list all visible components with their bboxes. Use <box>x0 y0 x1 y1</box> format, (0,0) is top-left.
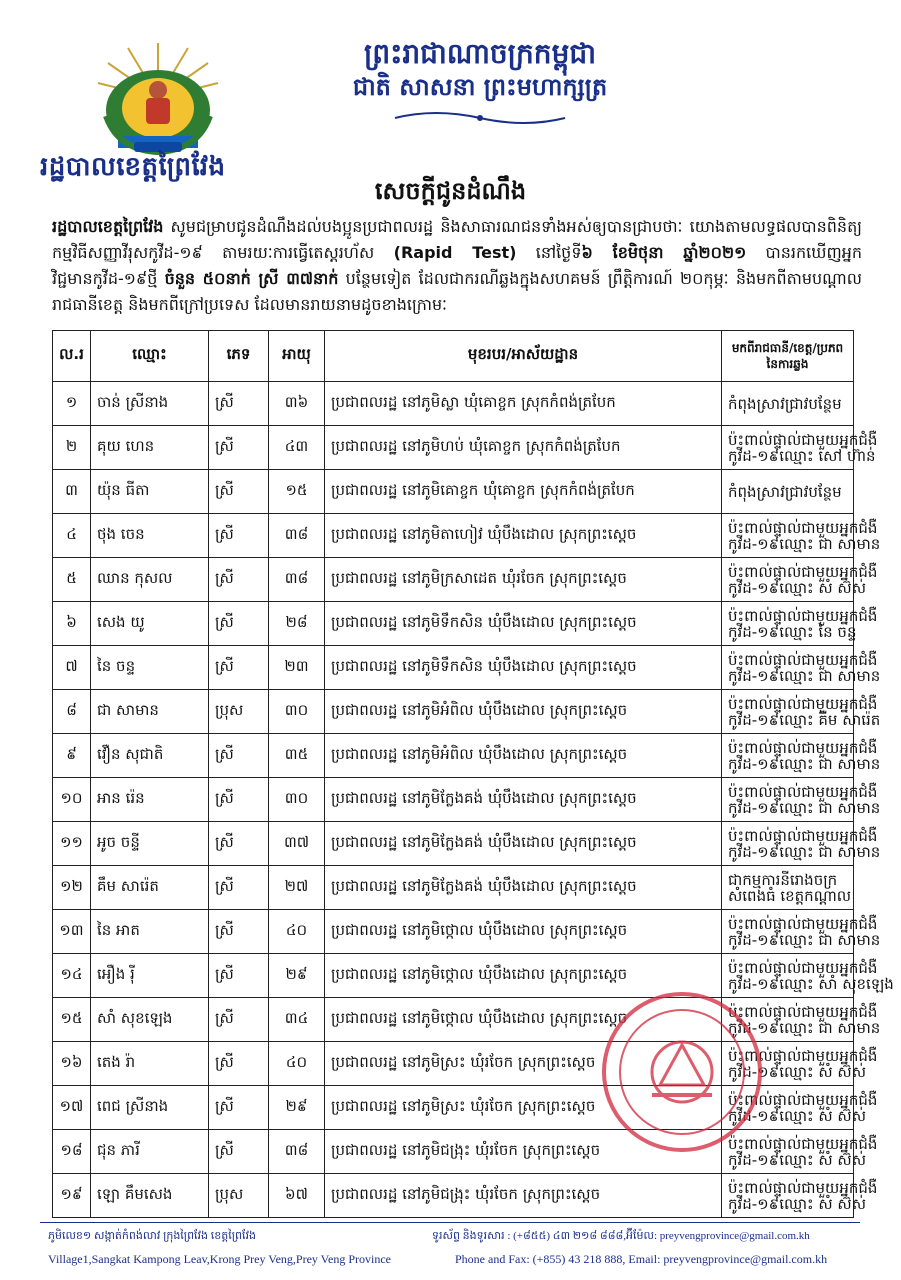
infection-source-line2: កូវីដ-១៩ឈ្មោះ ជា សាមាន <box>728 666 881 685</box>
patient-sex: ប្រុស <box>209 690 269 734</box>
infection-source <box>722 602 878 646</box>
infection-source <box>722 778 881 822</box>
patient-sex: ស្រី <box>209 734 269 778</box>
infection-source-line1: ជាកម្មការនីរោងចក្រ <box>728 870 838 889</box>
infection-source-line1: ប៉ះពាល់ផ្ទាល់ជាមួយអ្នកជំងឺ <box>728 1178 878 1197</box>
patient-address: ប្រជាពលរដ្ឋ នៅភូមិស្លា ឃុំគោខ្ចក ស្រុកកំពង់ត្របែក <box>325 382 722 426</box>
patient-address: ប្រជាពលរដ្ឋ នៅភូមិអំពិល ឃុំបឹងដោល ស្រុកព្រះស្តេច <box>325 690 722 734</box>
patient-name: នៃ អាត <box>91 910 209 954</box>
patient-age: ៤០ <box>269 1042 325 1086</box>
patient-age: ២៧ <box>269 866 325 910</box>
patient-age: ២៣ <box>269 646 325 690</box>
infection-source-line1: ប៉ះពាល់ផ្ទាល់ជាមួយអ្នកជំងឺ <box>728 694 878 713</box>
patient-address: ប្រជាពលរដ្ឋ នៅភូមិតាហៀវ ឃុំបឹងដោល ស្រុកព្រះស្តេច <box>325 514 722 558</box>
infection-source-line2: កូវីដ-១៩ឈ្មោះ សៅ ហ៊ាន់ <box>728 446 876 465</box>
infection-source-line1: ប៉ះពាល់ផ្ទាល់ជាមួយអ្នកជំងឺ <box>728 826 878 845</box>
patient-sex: ស្រី <box>209 602 269 646</box>
table-row <box>53 514 854 558</box>
cases-table <box>52 330 894 1218</box>
table-row <box>53 1174 854 1218</box>
row-number: ១ <box>53 382 91 426</box>
row-number: ៦ <box>53 602 91 646</box>
infection-source-line1: ប៉ះពាល់ផ្ទាល់ជាមួយអ្នកជំងឺ <box>728 1046 878 1065</box>
patient-name: ថុង ចេន <box>91 514 209 558</box>
infection-source-line1: ប៉ះពាល់ផ្ទាល់ជាមួយអ្នកជំងឺ <box>728 606 878 625</box>
patient-age: ៣៨ <box>269 514 325 558</box>
infection-source-line2: កូវីដ-១៩ឈ្មោះ ជា សាមាន <box>728 534 881 553</box>
notice-lead: រដ្ឋបាលខេត្តព្រៃវែង <box>52 217 164 236</box>
patient-name: ជុន ភារី <box>91 1130 209 1174</box>
infection-source-line1: ប៉ះពាល់ផ្ទាល់ជាមួយអ្នកជំងឺ <box>728 1002 878 1021</box>
patient-address: ប្រជាពលរដ្ឋ នៅភូមិក្លែងគង់ ឃុំបឹងដោល ស្រុកព្រះស្តេច <box>325 866 722 910</box>
infection-source-line1: ប៉ះពាល់ផ្ទាល់ជាមួយអ្នកជំងឺ <box>728 1090 878 1109</box>
patient-address: ប្រជាពលរដ្ឋ នៅភូមិហប់ ឃុំគោខ្ចក ស្រុកកំពង់ត្របែក <box>325 426 722 470</box>
patient-address: ប្រជាពលរដ្ឋ នៅភូមិជង្រុះ ឃុំរចែក ស្រុកព្រះស្តេច <box>325 1130 722 1174</box>
patient-name: អូច ចន្ទី <box>91 822 209 866</box>
col-header-no: ល.រ <box>53 331 91 382</box>
infection-source <box>722 822 881 866</box>
infection-source-line2: កូវីដ-១៩ឈ្មោះ ជា សាមាន <box>728 798 881 817</box>
row-number: ១៣ <box>53 910 91 954</box>
patient-address: ប្រជាពលរដ្ឋ នៅភូមិជង្រុះ ឃុំរចែក ស្រុកព្រះស្តេច <box>325 1174 722 1218</box>
infection-source-line1: កំពុងស្រាវជ្រាវបន្ថែម <box>728 482 842 501</box>
row-number: ១៤ <box>53 954 91 998</box>
patient-sex: ស្រី <box>209 1042 269 1086</box>
patient-age: ៣០ <box>269 778 325 822</box>
patient-age: ៤៣ <box>269 426 325 470</box>
table-row <box>53 382 854 426</box>
infection-source-line1: ប៉ះពាល់ផ្ទាល់ជាមួយអ្នកជំងឺ <box>728 958 878 977</box>
infection-source-line2: កូវីដ-១៩ឈ្មោះ ជា សាមាន <box>728 930 881 949</box>
infection-source <box>722 866 854 910</box>
table-row <box>53 822 854 866</box>
footer-contact-khmer: ទូរស័ព្ទ និងទូរសារ : (+៨៥៥) ៤៣ ២១៨ ៨៨៨,អ៊ីម៉ែល: preyvengprovince@gmail.com.kh <box>432 1230 810 1242</box>
table-row <box>53 910 854 954</box>
col-header-sex: ភេទ <box>209 331 269 382</box>
national-motto: ជាតិ សាសនា ព្រះមហាក្សត្រ <box>352 73 608 101</box>
patient-name: នៃ ចន្ទ <box>91 646 209 690</box>
col-header-address: មុខរបរ/អាស័យដ្ឋាន <box>325 331 722 382</box>
row-number: ១០ <box>53 778 91 822</box>
infection-source-line2: កូវីដ-១៩ឈ្មោះ សំ ស៊ស់ <box>728 1194 866 1213</box>
row-number: ១១ <box>53 822 91 866</box>
patient-name: អាន រ៉េន <box>91 778 209 822</box>
patient-sex: ប្រុស <box>209 1174 269 1218</box>
table-row <box>53 866 854 910</box>
row-number: ៩ <box>53 734 91 778</box>
table-header-row <box>53 331 854 382</box>
col-header-name: ឈ្មោះ <box>91 331 209 382</box>
patient-name: គឹម សារ៉េត <box>91 866 209 910</box>
patient-name: តេង រ៉ា <box>91 1042 209 1086</box>
infection-source-line1: ប៉ះពាល់ផ្ទាល់ជាមួយអ្នកជំងឺ <box>728 914 878 933</box>
patient-name: គុយ ហេន <box>91 426 209 470</box>
table-row <box>53 1042 854 1086</box>
infection-source <box>722 558 878 602</box>
patient-name: យ៉ុន ធីតា <box>91 470 209 514</box>
infection-source-line1: ប៉ះពាល់ផ្ទាល់ជាមួយអ្នកជំងឺ <box>728 430 878 449</box>
infection-source-line1: ប៉ះពាល់ផ្ទាល់ជាមួយអ្នកជំងឺ <box>728 518 878 537</box>
table-row <box>53 998 854 1042</box>
table-row <box>53 954 854 998</box>
table-row <box>53 1130 854 1174</box>
footer-divider <box>40 1222 860 1223</box>
row-number: ១៦ <box>53 1042 91 1086</box>
infection-source <box>722 1174 878 1218</box>
infection-source-line1: ប៉ះពាល់ផ្ទាល់ជាមួយអ្នកជំងឺ <box>728 782 878 801</box>
notice-paragraph: រដ្ឋបាលខេត្តព្រៃវែង សូមជម្រាបជូនដំណឹងដល់បងប្អូនប្រជាពលរដ្ឋ និងសាធារណជនទាំងអស់ឲ្យបានជ្រាបថាៈ យោងតាមលទ្ធផលបានពិនិត្យកម្មវិធីសញ្ញាវីរុសកូវីដ-១៩ តាមរយៈការធ្វើតេស្តរហ័ស (Rapid Test) នៅថ្ងៃទី៦ ខែមិថុនា ឆ្នាំ២០២១ បានរកឃើញអ្នកវិជ្ជមានកូវីដ-១៩ថ្មី ចំនួន ៥០នាក់ ស្រី ៣៧នាក់ បន្ថែមទៀត ដែលជាករណីឆ្លងក្នុងសហគមន៍ ព្រឹត្តិការណ៍ ២០កុម្ភៈ និងមកពីតាមបណ្តាលរាជធានីខេត្ត និងមកពីក្រៅប្រទេស ដែលមានរាយនាមដូចខាងក្រោមៈ <box>52 217 863 314</box>
patient-sex: ស្រី <box>209 558 269 602</box>
patient-name: ចាន់ ស្រីនាង <box>91 382 209 426</box>
patient-name: សាំ សុខឡេង <box>91 998 209 1042</box>
patient-address: ប្រជាពលរដ្ឋ នៅភូមិក្លែងគង់ ឃុំបឹងដោល ស្រុកព្រះស្តេច <box>325 778 722 822</box>
patient-sex: ស្រី <box>209 426 269 470</box>
row-number: ១៥ <box>53 998 91 1042</box>
patient-age: ៣០ <box>269 690 325 734</box>
patient-address: ប្រជាពលរដ្ឋ នៅភូមិថ្កោល ឃុំបឹងដោល ស្រុកព្រះស្តេច <box>325 954 722 998</box>
infection-source-line2: កូវីដ-១៩ឈ្មោះ គីម សារ៉េត <box>728 710 881 729</box>
row-number: ៤ <box>53 514 91 558</box>
kingdom-heading: ព្រះរាជាណាចក្រកម្ពុជា <box>363 37 596 70</box>
patient-name: ពេជ ស្រីនាង <box>91 1086 209 1130</box>
table-row <box>53 690 854 734</box>
patient-sex: ស្រី <box>209 998 269 1042</box>
patient-name: វឿន សុជាតិ <box>91 734 209 778</box>
patient-address: ប្រជាពលរដ្ឋ នៅភូមិគោខ្ចក ឃុំគោខ្ចក ស្រុកកំពង់ត្របែក <box>325 470 722 514</box>
patient-name: ជា សាមាន <box>91 690 209 734</box>
table-row <box>53 778 854 822</box>
patient-address: ប្រជាពលរដ្ឋ នៅភូមិក្រសាដេត ឃុំរចែក ស្រុកព្រះស្តេច <box>325 558 722 602</box>
patient-age: ៤០ <box>269 910 325 954</box>
patient-name: អឿង រ៉ី <box>91 954 209 998</box>
infection-source <box>722 1042 878 1086</box>
footer-contact-english: Phone and Fax: (+855) 43 218 888, Email: preyvengprovince@gmail.com.kh <box>455 1252 828 1266</box>
infection-source-line2: កូវីដ-១៩ឈ្មោះ ជា សាមាន <box>728 754 881 773</box>
infection-source-line2: កូវីដ-១៩ឈ្មោះ សាំ សុខឡេង <box>728 974 894 993</box>
patient-address: ប្រជាពលរដ្ឋ នៅភូមិស្រះ ឃុំរចែក ស្រុកព្រះស្តេច <box>325 1086 722 1130</box>
infection-source-line1: កំពុងស្រាវជ្រាវបន្ថែម <box>728 394 842 413</box>
patient-sex: ស្រី <box>209 954 269 998</box>
row-number: ៨ <box>53 690 91 734</box>
patient-age: ៣៨ <box>269 1130 325 1174</box>
infection-source-line1: ប៉ះពាល់ផ្ទាល់ជាមួយអ្នកជំងឺ <box>728 738 878 757</box>
patient-sex: ស្រី <box>209 470 269 514</box>
patient-name: សេង យូ <box>91 602 209 646</box>
infection-source-line2: កូវីដ-១៩ឈ្មោះ សំ ស៊ស់ <box>728 1062 866 1081</box>
patient-sex: ស្រី <box>209 646 269 690</box>
infection-source <box>722 690 881 734</box>
row-number: ១៩ <box>53 1174 91 1218</box>
infection-source-line2: កូវីដ-១៩ឈ្មោះ នៃ ចន្ទ <box>728 622 857 641</box>
infection-source <box>722 382 854 426</box>
patient-sex: ស្រី <box>209 778 269 822</box>
infection-source-line2: កូវីដ-១៩ឈ្មោះ សំ ស៊ស់ <box>728 578 866 597</box>
infection-source-line1: ប៉ះពាល់ផ្ទាល់ជាមួយអ្នកជំងឺ <box>728 1134 878 1153</box>
infection-source <box>722 998 881 1042</box>
infection-source <box>722 734 881 778</box>
row-number: ១២ <box>53 866 91 910</box>
row-number: ៥ <box>53 558 91 602</box>
administration-name: រដ្ឋបាលខេត្តព្រៃវែង <box>40 152 226 182</box>
col-header-source: មកពីរាជធានី/ខេត្ត/ប្រភពនៃការឆ្លង <box>722 331 854 382</box>
patient-age: ៣៦ <box>269 382 325 426</box>
infection-source <box>722 954 894 998</box>
patient-name: ឈាន កុសល <box>91 558 209 602</box>
patient-address: ប្រជាពលរដ្ឋ នៅភូមិអំពិល ឃុំបឹងដោល ស្រុកព្រះស្តេច <box>325 734 722 778</box>
infection-source <box>722 646 881 690</box>
infection-source <box>722 1130 878 1174</box>
patient-age: ១៥ <box>269 470 325 514</box>
divider-ornament-icon <box>390 108 570 128</box>
patient-sex: ស្រី <box>209 822 269 866</box>
patient-sex: ស្រី <box>209 382 269 426</box>
patient-sex: ស្រី <box>209 910 269 954</box>
patient-address: ប្រជាពលរដ្ឋ នៅភូមិថ្កោល ឃុំបឹងដោល ស្រុកព្រះស្តេច <box>325 910 722 954</box>
patient-age: ៦៧ <box>269 1174 325 1218</box>
row-number: ២ <box>53 426 91 470</box>
infection-source-line2: កូវីដ-១៩ឈ្មោះ ជា សាមាន <box>728 1018 881 1037</box>
row-number: ១៨ <box>53 1130 91 1174</box>
table-row <box>53 470 854 514</box>
provincial-emblem-icon <box>88 38 228 158</box>
patient-age: ២៨ <box>269 602 325 646</box>
infection-source-line1: ប៉ះពាល់ផ្ទាល់ជាមួយអ្នកជំងឺ <box>728 650 878 669</box>
infection-source-line2: កូវីដ-១៩ឈ្មោះ សំ ស៊ស់ <box>728 1106 866 1125</box>
patient-address: ប្រជាពលរដ្ឋ នៅភូមិក្លែងគង់ ឃុំបឹងដោល ស្រុកព្រះស្តេច <box>325 822 722 866</box>
patient-sex: ស្រី <box>209 866 269 910</box>
row-number: ៧ <box>53 646 91 690</box>
table-row <box>53 734 854 778</box>
patient-age: ៣៤ <box>269 998 325 1042</box>
table-row <box>53 426 854 470</box>
table-row <box>53 646 854 690</box>
infection-source-line2: កូវីដ-១៩ឈ្មោះ សំ ស៊ស់ <box>728 1150 866 1169</box>
patient-address: ប្រជាពលរដ្ឋ នៅភូមិស្រះ ឃុំរចែក ស្រុកព្រះស្តេច <box>325 1042 722 1086</box>
table-row <box>53 1086 854 1130</box>
row-number: ៣ <box>53 470 91 514</box>
infection-source-line2: សំពេងធំ ខេត្តកណ្តាល <box>728 886 852 905</box>
patient-age: ២៩ <box>269 954 325 998</box>
table-row <box>53 558 854 602</box>
table-row <box>53 602 854 646</box>
patient-age: ៣៥ <box>269 734 325 778</box>
infection-source <box>722 910 881 954</box>
patient-address: ប្រជាពលរដ្ឋ នៅភូមិទឹកសិន ឃុំបឹងដោល ស្រុកព្រះស្តេច <box>325 602 722 646</box>
infection-source <box>722 514 881 558</box>
row-number: ១៧ <box>53 1086 91 1130</box>
col-header-age: អាយុ <box>269 331 325 382</box>
infection-source-line1: ប៉ះពាល់ផ្ទាល់ជាមួយអ្នកជំងឺ <box>728 562 878 581</box>
patient-address: ប្រជាពលរដ្ឋ នៅភូមិថ្កោល ឃុំបឹងដោល ស្រុកព្រះស្តេច <box>325 998 722 1042</box>
patient-name: ឡោ គឹមសេង <box>91 1174 209 1218</box>
infection-source <box>722 470 854 514</box>
patient-sex: ស្រី <box>209 1130 269 1174</box>
patient-age: ៣៧ <box>269 822 325 866</box>
letterhead <box>0 0 901 195</box>
footer-address-khmer: ភូមិលេខ១ សង្កាត់កំពង់លាវ ក្រុងព្រៃវែង ខេត្តព្រៃវែង <box>48 1230 256 1242</box>
infection-source <box>722 1086 878 1130</box>
patient-age: ២៩ <box>269 1086 325 1130</box>
patient-address: ប្រជាពលរដ្ឋ នៅភូមិទឹកសិន ឃុំបឹងដោល ស្រុកព្រះស្តេច <box>325 646 722 690</box>
patient-sex: ស្រី <box>209 514 269 558</box>
page-title: សេចក្តីជូនដំណឹង <box>374 177 527 205</box>
infection-source-line2: កូវីដ-១៩ឈ្មោះ ជា សាមាន <box>728 842 881 861</box>
footer-address-english: Village1,Sangkat Kampong Leav,Krong Prey Veng,Prey Veng Province <box>48 1252 391 1266</box>
patient-sex: ស្រី <box>209 1086 269 1130</box>
infection-source <box>722 426 878 470</box>
patient-age: ៣៨ <box>269 558 325 602</box>
